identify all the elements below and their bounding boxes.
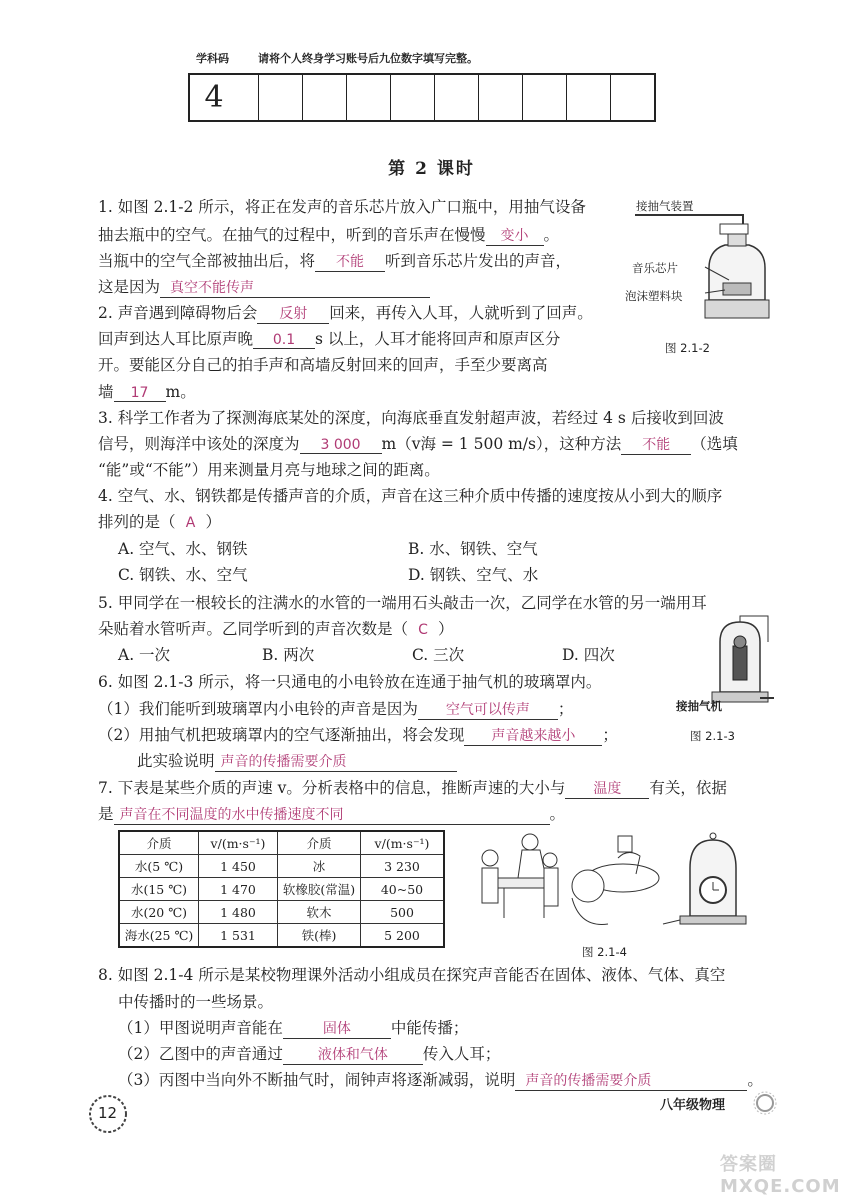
table-cell: 1 470 bbox=[199, 878, 278, 901]
q5-option-b[interactable]: B. 两次 bbox=[262, 646, 315, 664]
table-cell: 水(20 ℃) bbox=[119, 901, 199, 924]
answer-blank[interactable]: 声音的传播需要介质 bbox=[215, 751, 457, 772]
q2-line2: 回声到达人耳比原声晚 0.1 s 以上，人耳才能将回声和原声区分 bbox=[98, 330, 561, 348]
q8-line4: （2）乙图中的声音通过 液体和气体 传入人耳； bbox=[118, 1045, 501, 1063]
q6-line2: （1）我们能听到玻璃罩内小电铃的声音是因为 空气可以传声 ； bbox=[98, 700, 574, 718]
q8-line2: 中传播时的一些场景。 bbox=[118, 993, 274, 1011]
q4-option-c[interactable]: C. 钢铁、水、空气 bbox=[118, 566, 248, 584]
choice-answer[interactable]: A bbox=[185, 515, 196, 531]
sound-speed-table bbox=[118, 830, 445, 948]
q6-line4: 此实验说明 声音的传播需要介质 bbox=[137, 749, 457, 772]
table-cell: 冰 bbox=[278, 855, 361, 878]
table-cell: 5 200 bbox=[361, 924, 445, 948]
table-cell: 1 480 bbox=[199, 901, 278, 924]
page-number: 12 bbox=[98, 1104, 118, 1122]
answer-blank[interactable]: 固体 bbox=[283, 1018, 391, 1039]
digit-box[interactable] bbox=[390, 75, 434, 120]
subject-code-label: 学科码 bbox=[196, 52, 229, 65]
table-cell: 500 bbox=[361, 901, 445, 924]
answer-blank[interactable]: 液体和气体 bbox=[283, 1044, 423, 1065]
choice-answer[interactable]: C bbox=[418, 622, 428, 638]
answer-blank[interactable]: 声音越来越小 bbox=[464, 725, 602, 746]
table-row bbox=[119, 901, 444, 924]
table-cell: 1 450 bbox=[199, 855, 278, 878]
answer-blank[interactable]: 0.1 bbox=[253, 332, 315, 349]
digit-box[interactable] bbox=[610, 75, 654, 120]
table-cell: 水(15 ℃) bbox=[119, 878, 199, 901]
book-name: 八年级物理 bbox=[660, 1098, 726, 1113]
watermark: 答案圈 MXQE.COM bbox=[720, 1154, 841, 1197]
digit-box[interactable] bbox=[522, 75, 566, 120]
answer-blank[interactable]: 3 000 bbox=[300, 437, 382, 454]
answer-blank[interactable]: 17 bbox=[114, 385, 166, 402]
q8-line1: 8. 如图 2.1-4 所示是某校物理课外活动小组成员在探究声音能否在固体、液体、气体、真空 bbox=[98, 966, 726, 984]
digit-box[interactable] bbox=[346, 75, 390, 120]
q6-line3: （2）用抽气机把玻璃罩内的空气逐渐抽出，将会发现 声音越来越小 ； bbox=[98, 726, 618, 744]
table-cell: 铁(棒) bbox=[278, 924, 361, 948]
answer-blank[interactable]: 反射 bbox=[257, 303, 329, 324]
answer-blank[interactable]: 变小 bbox=[486, 225, 544, 246]
table-header-row bbox=[119, 831, 444, 855]
q5-option-c[interactable]: C. 三次 bbox=[412, 646, 465, 664]
q8-line5: （3）丙图中当向外不断抽气时，闹钟声将逐渐减弱，说明 声音的传播需要介质 。 bbox=[118, 1071, 763, 1089]
q4-option-a[interactable]: A. 空气、水、钢铁 bbox=[118, 540, 248, 558]
answer-blank[interactable]: 真空不能传声 bbox=[160, 277, 430, 298]
answer-blank[interactable]: 温度 bbox=[565, 778, 649, 799]
digit-box[interactable] bbox=[302, 75, 346, 120]
account-instruction: 请将个人终身学习账号后九位数字填写完整。 bbox=[258, 52, 478, 65]
figure-caption: 图 2.1-3 bbox=[690, 729, 735, 743]
scene-liquid bbox=[572, 836, 659, 924]
q1-line1: 1. 如图 2.1-2 所示，将正在发声的音乐芯片放入广口瓶中，用抽气设备 bbox=[98, 198, 586, 216]
scene-vacuum bbox=[663, 833, 746, 924]
fig-label-music-chip: 音乐芯片 bbox=[632, 261, 678, 275]
col-header: 介质 bbox=[119, 831, 199, 855]
q5-line1: 5. 甲同学在一根较长的注满水的水管的一端用石头敲击一次，乙同学在水管的另一端用耳 bbox=[98, 594, 707, 612]
fig-label-foam-block: 泡沫塑料块 bbox=[625, 289, 683, 303]
fig-label-air-pump: 接抽气机 bbox=[676, 699, 722, 713]
q2-line3: 开。要能区分自己的拍手声和高墙反射回来的回声，手至少要离高 bbox=[98, 356, 548, 374]
table-cell: 软橡胶(常温) bbox=[278, 878, 361, 901]
digit-box[interactable] bbox=[434, 75, 478, 120]
q7-line2: 是 声音在不同温度的水中传播速度不同 。 bbox=[98, 805, 566, 823]
q3-line3: “能”或“不能”）用来测量月亮与地球之间的距离。 bbox=[98, 461, 440, 479]
scene-solid bbox=[482, 834, 558, 918]
answer-blank[interactable]: 空气可以传声 bbox=[418, 699, 558, 720]
table-cell: 1 531 bbox=[199, 924, 278, 948]
table-cell: 40~50 bbox=[361, 878, 445, 901]
q5-option-d[interactable]: D. 四次 bbox=[562, 646, 615, 664]
table-cell: 海水(25 ℃) bbox=[119, 924, 199, 948]
table-row bbox=[119, 855, 444, 878]
answer-blank[interactable]: 声音在不同温度的水中传播速度不同 bbox=[114, 804, 550, 825]
q1-line3: 当瓶中的空气全部被抽出后，将 不能 听到音乐芯片发出的声音， bbox=[98, 252, 572, 270]
digit-box[interactable] bbox=[478, 75, 522, 120]
digit-box[interactable] bbox=[566, 75, 610, 120]
col-header: 介质 bbox=[278, 831, 361, 855]
col-header: v/(m·s⁻¹) bbox=[361, 831, 445, 855]
table-cell: 软木 bbox=[278, 901, 361, 924]
q4-option-d[interactable]: D. 钢铁、空气、水 bbox=[408, 566, 539, 584]
digit-box[interactable] bbox=[258, 75, 302, 120]
table-row bbox=[119, 924, 444, 948]
table-cell: 3 230 bbox=[361, 855, 445, 878]
lesson-title: 第 2 课时 bbox=[388, 159, 475, 179]
answer-blank[interactable]: 不能 bbox=[621, 434, 691, 455]
fig-label-pump-connection: 接抽气装置 bbox=[636, 199, 694, 213]
figure-caption: 图 2.1-4 bbox=[582, 945, 627, 959]
account-number-grid bbox=[188, 73, 656, 122]
sun-ornament-icon bbox=[752, 1090, 778, 1116]
q3-line2: 信号，则海洋中该处的深度为 3 000 m（v海 = 1 500 m/s），这种方法 不能 （选填 bbox=[98, 435, 738, 453]
answer-blank[interactable]: 不能 bbox=[315, 251, 385, 272]
table-row bbox=[119, 878, 444, 901]
q2-line1: 2. 声音遇到障碍物后会 反射 回来，再传入人耳，人就听到了回声。 bbox=[98, 304, 593, 322]
q3-line1: 3. 科学工作者为了探测海底某处的深度，向海底垂直发射超声波，若经过 4 s 后接收到回波 bbox=[98, 409, 724, 427]
q4-line2: 排列的是（ A ） bbox=[98, 513, 222, 531]
answer-blank[interactable]: 声音的传播需要介质 bbox=[515, 1070, 747, 1091]
col-header: v/(m·s⁻¹) bbox=[199, 831, 278, 855]
subject-code-box: 4 bbox=[204, 80, 224, 115]
q2-line4: 墙 17 m。 bbox=[98, 383, 196, 401]
q5-line2: 朵贴着水管听声。乙同学听到的声音次数是（ C ） bbox=[98, 620, 454, 638]
q7-line1: 7. 下表是某些介质的声速 v。分析表格中的信息，推断声速的大小与 温度 有关，依据 bbox=[98, 779, 727, 797]
q4-option-b[interactable]: B. 水、钢铁、空气 bbox=[408, 540, 538, 558]
figure-caption: 图 2.1-2 bbox=[665, 341, 710, 355]
q5-option-a[interactable]: A. 一次 bbox=[118, 646, 171, 664]
grid-gap bbox=[238, 75, 258, 120]
q8-line3: （1）甲图说明声音能在 固体 中能传播； bbox=[118, 1019, 469, 1037]
q1-line4: 这是因为 真空不能传声 bbox=[98, 275, 430, 298]
q4-line1: 4. 空气、水、钢铁都是传播声音的介质，声音在这三种介质中传播的速度按从小到大的顺序 bbox=[98, 487, 723, 505]
figure-2-1-4 bbox=[468, 828, 758, 938]
table-cell: 水(5 ℃) bbox=[119, 855, 199, 878]
q6-line1: 6. 如图 2.1-3 所示，将一只通电的小电铃放在连通于抽气机的玻璃罩内。 bbox=[98, 673, 602, 691]
q1-line2: 抽去瓶中的空气。在抽气的过程中，听到的音乐声在慢慢 变小 。 bbox=[98, 226, 560, 244]
